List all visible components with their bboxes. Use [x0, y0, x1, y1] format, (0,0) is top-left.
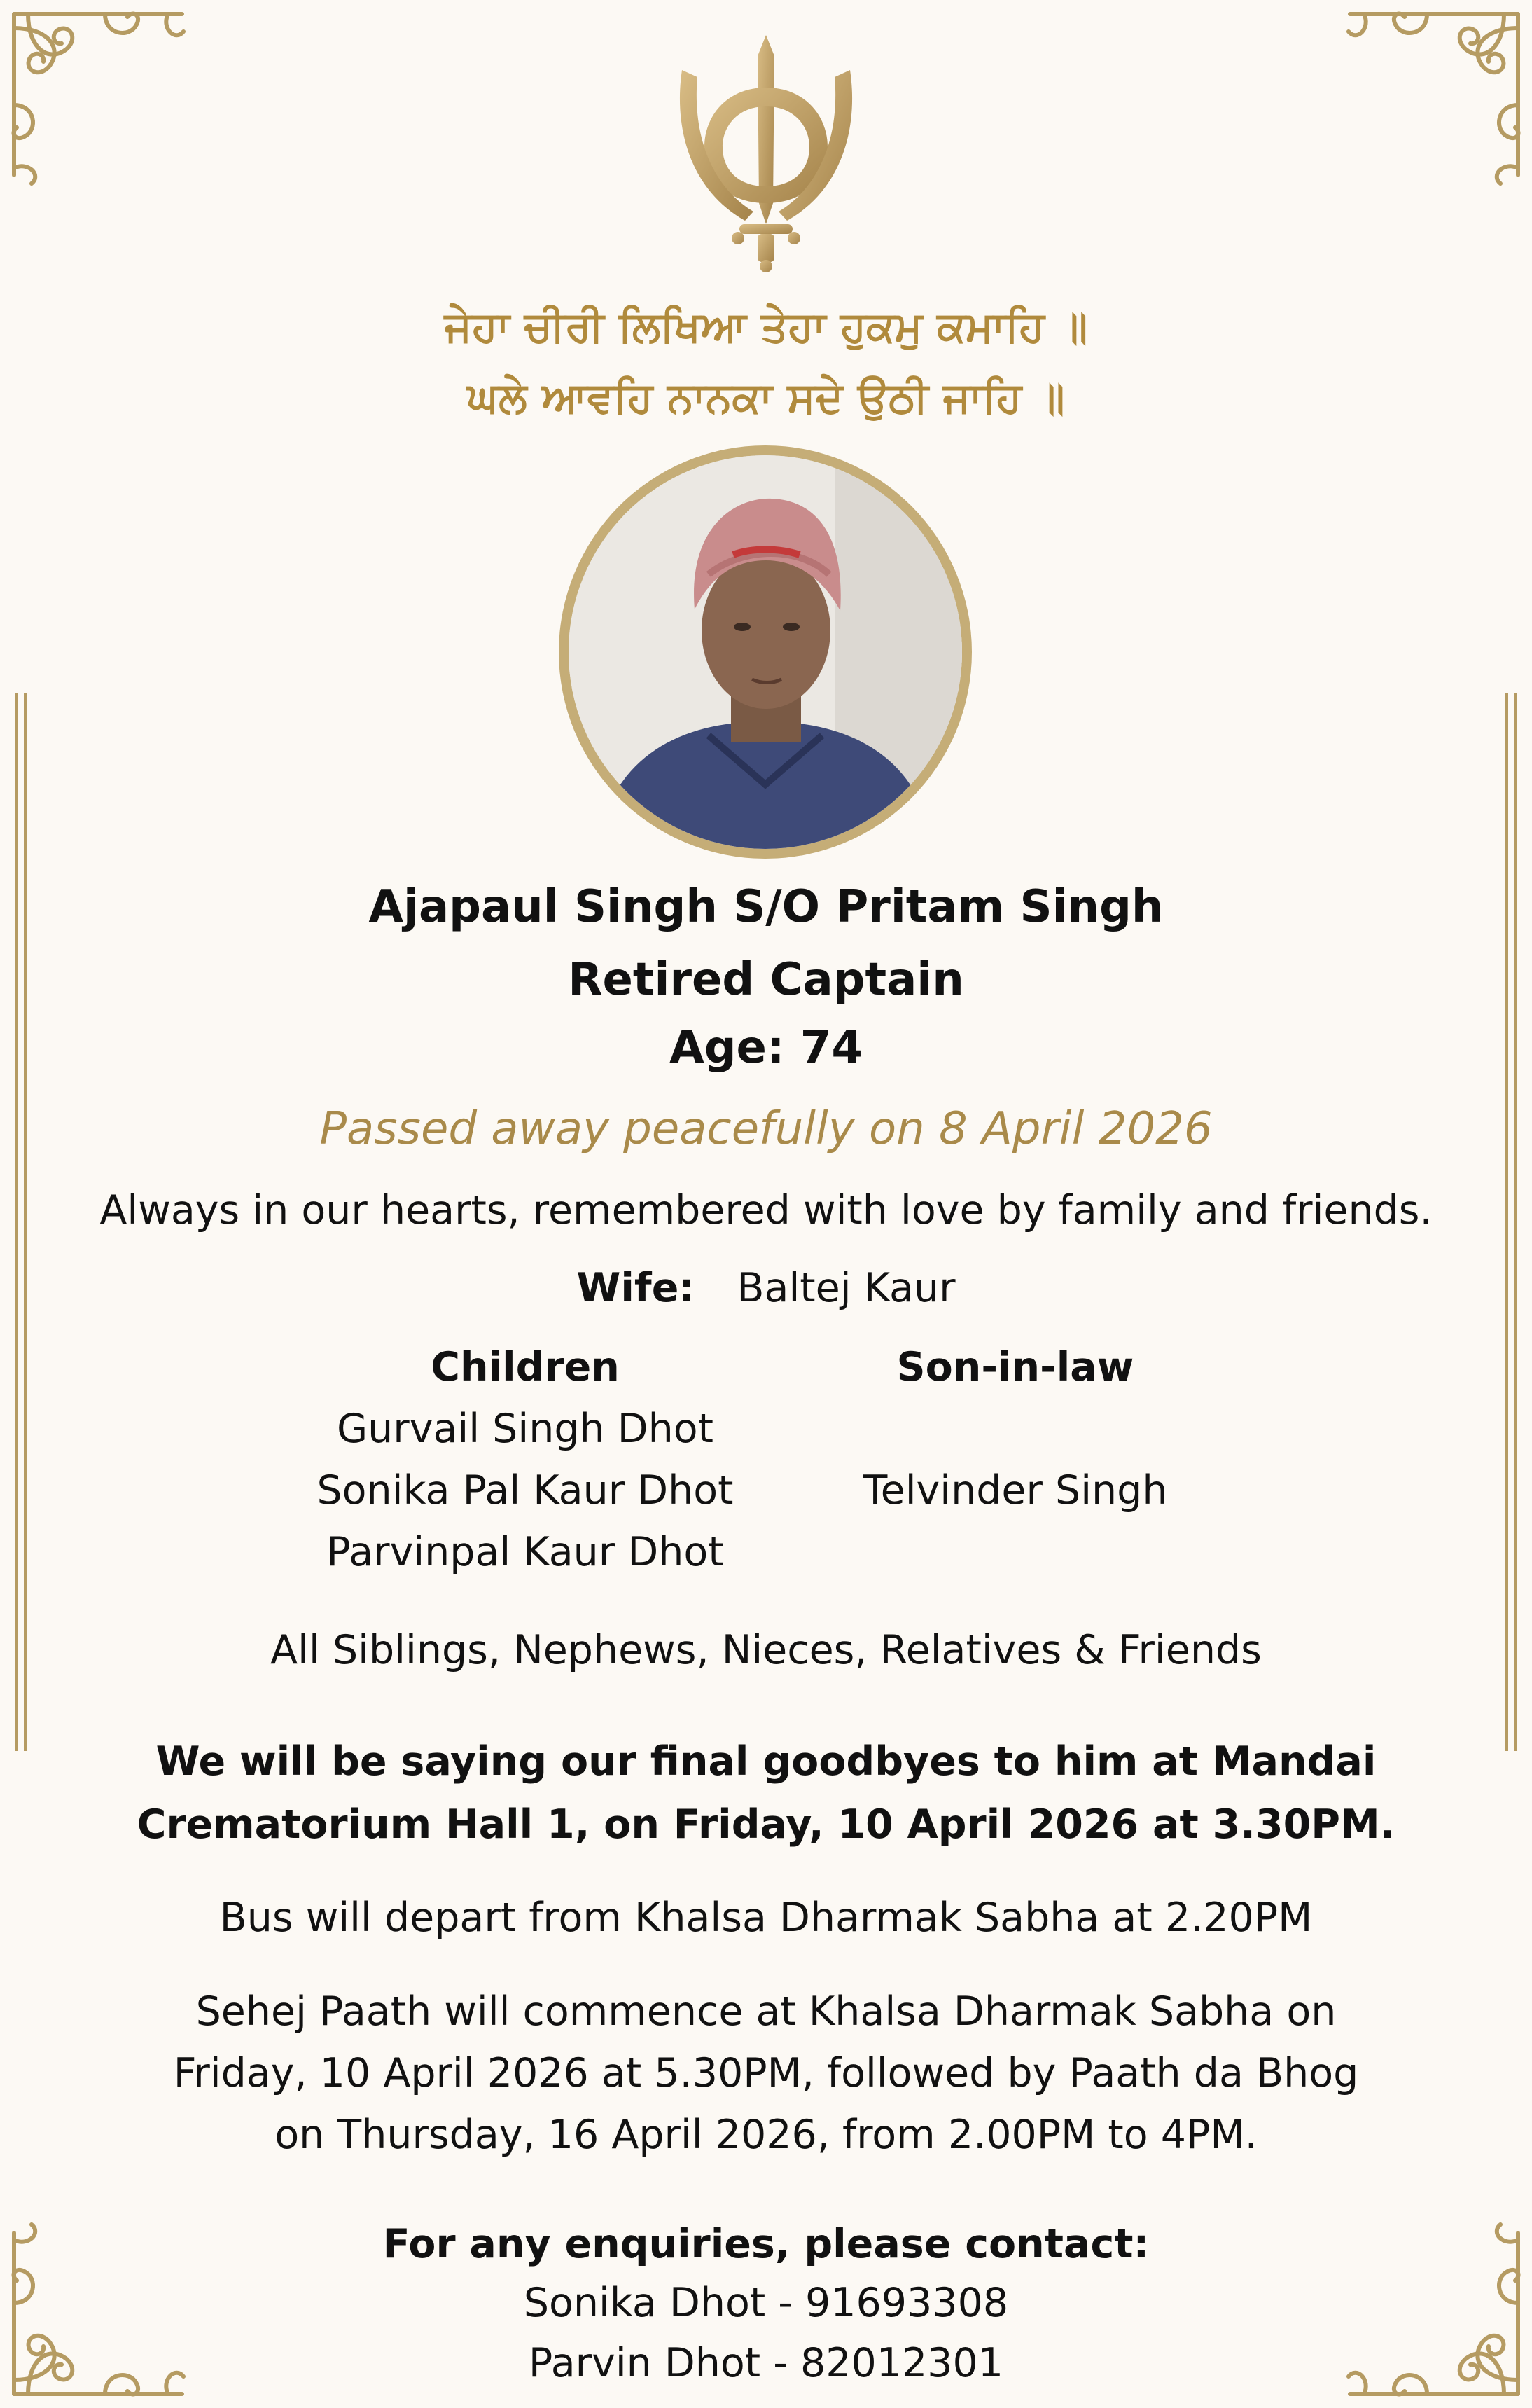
contact-line-2: Parvin Dhot - 82012301	[528, 2340, 1004, 2386]
contact-line-1: Sonika Dhot - 91693308	[523, 2280, 1009, 2326]
corner-ornament-icon	[1336, 0, 1532, 196]
sehej-line-1: Sehej Paath will commence at Khalsa Dharmak Sabha on	[195, 1988, 1337, 2035]
gurbani-line-2: ਘਲੇ ਆਵਹਿ ਨਾਨਕਾ ਸਦੇ ਉਠੀ ਜਾਹਿ ॥	[467, 373, 1065, 422]
child-name: Gurvail Singh Dhot	[337, 1406, 713, 1452]
child-name: Sonika Pal Kaur Dhot	[316, 1467, 734, 1514]
wife-row	[0, 1257, 1532, 1319]
son-in-law-name: Telvinder Singh	[863, 1467, 1168, 1514]
son-in-law-column	[805, 1336, 1225, 1521]
wife-name: Baltej Kaur	[737, 1265, 956, 1311]
child-name: Parvinpal Kaur Dhot	[326, 1529, 724, 1575]
sehej-line-2: Friday, 10 April 2026 at 5.30PM, followed by Paath da Bhog	[173, 2050, 1359, 2096]
contact-header: For any enquiries, please contact:	[382, 2221, 1150, 2267]
children-column	[266, 1336, 784, 1583]
deceased-title: Retired Captain	[568, 954, 964, 1006]
portrait-illustration	[569, 455, 962, 849]
bus-text: Bus will depart from Khalsa Dharmak Sabha at 2.20PM	[219, 1895, 1313, 1941]
children-header: Children	[431, 1344, 620, 1390]
others-text: All Siblings, Nephews, Nieces, Relatives & Friends	[270, 1627, 1262, 1673]
remembered-text: Always in our hearts, remembered with love by family and friends.	[99, 1187, 1433, 1233]
farewell-line-1: We will be saying our final goodbyes to him at Mandai	[155, 1738, 1377, 1785]
khanda-icon	[661, 28, 871, 273]
passed-away-text: Passed away peacefully on 8 April 2026	[319, 1103, 1213, 1155]
gurbani-line-1: ਜੇਹਾ ਚੀਰੀ ਲਿਖਿਆ ਤੇਹਾ ਹੁਕਮੁ ਕਮਾਹਿ ॥	[444, 303, 1088, 352]
farewell-line-2: Crematorium Hall 1, on Friday, 10 April 2026 at 3.30PM.	[137, 1801, 1395, 1848]
wife-label: Wife:	[576, 1265, 695, 1311]
deceased-name: Ajapaul Singh S/O Pritam Singh	[368, 881, 1164, 933]
portrait-photo	[569, 455, 962, 849]
sehej-line-3: on Thursday, 16 April 2026, from 2.00PM to 4PM.	[274, 2112, 1258, 2158]
deceased-age: Age: 74	[669, 1022, 863, 1074]
son-in-law-header: Son-in-law	[896, 1344, 1134, 1390]
corner-ornament-icon	[0, 0, 196, 196]
